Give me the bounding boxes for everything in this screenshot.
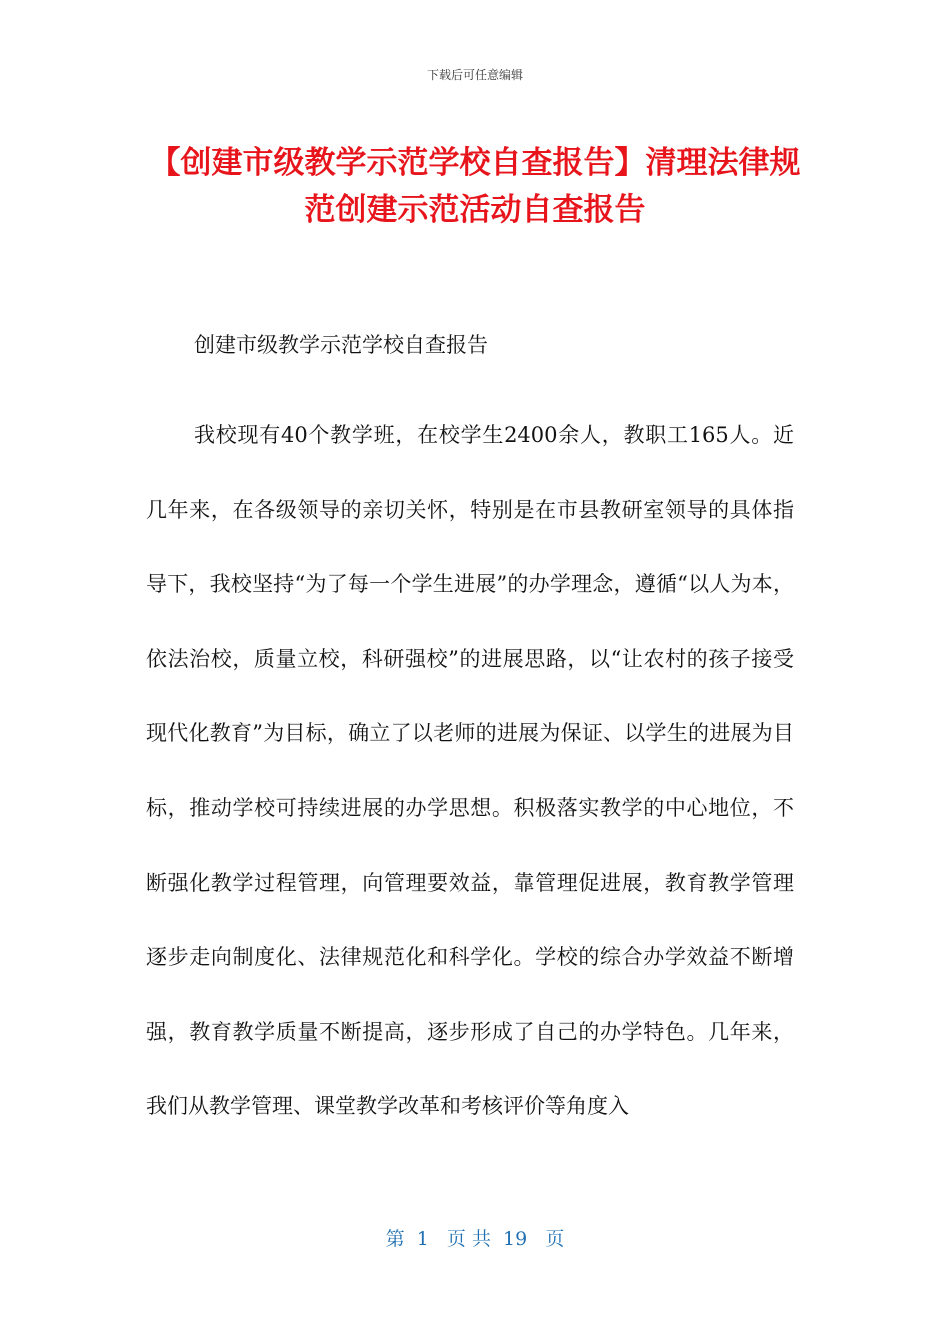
document-title: 【创建市级教学示范学校自查报告】清理法律规范创建示范活动自查报告	[149, 145, 801, 228]
header-note: 下载后可任意编辑	[426, 68, 523, 82]
body-paragraph: 我校现有40个教学班，在校学生2400余人，教职工165人。近几年来，在各级领导的亲切关怀，特别是在市县教研室领导的具体指导下，我校坚持“为了每一个学生进展”的办学理念，遵循“以人为本，依法治校，质量立校，科研强校”的进展思路，以“让农村的孩子接受现代化教育”为目标，确立了以老师的进展为保证、以学生的进展为目标，推动学校可持续进展的办学思想。积极落实教学的中心地位，不断强化教学过程管理，向管理要效益，靠管理促进展，教育教学管理逐步走向制度化、法律规范化和科学化。学校的综合办学效益不断增强，教育教学质量不断提高，逐步形成了自己的办学特色。几年来，我们从教学管理、课堂教学改革和考核评价等角度入	[146, 423, 794, 1119]
page-footer: 第 1 页 共 19 页	[385, 1228, 565, 1250]
report-subtitle: 创建市级教学示范学校自查报告	[194, 333, 488, 357]
